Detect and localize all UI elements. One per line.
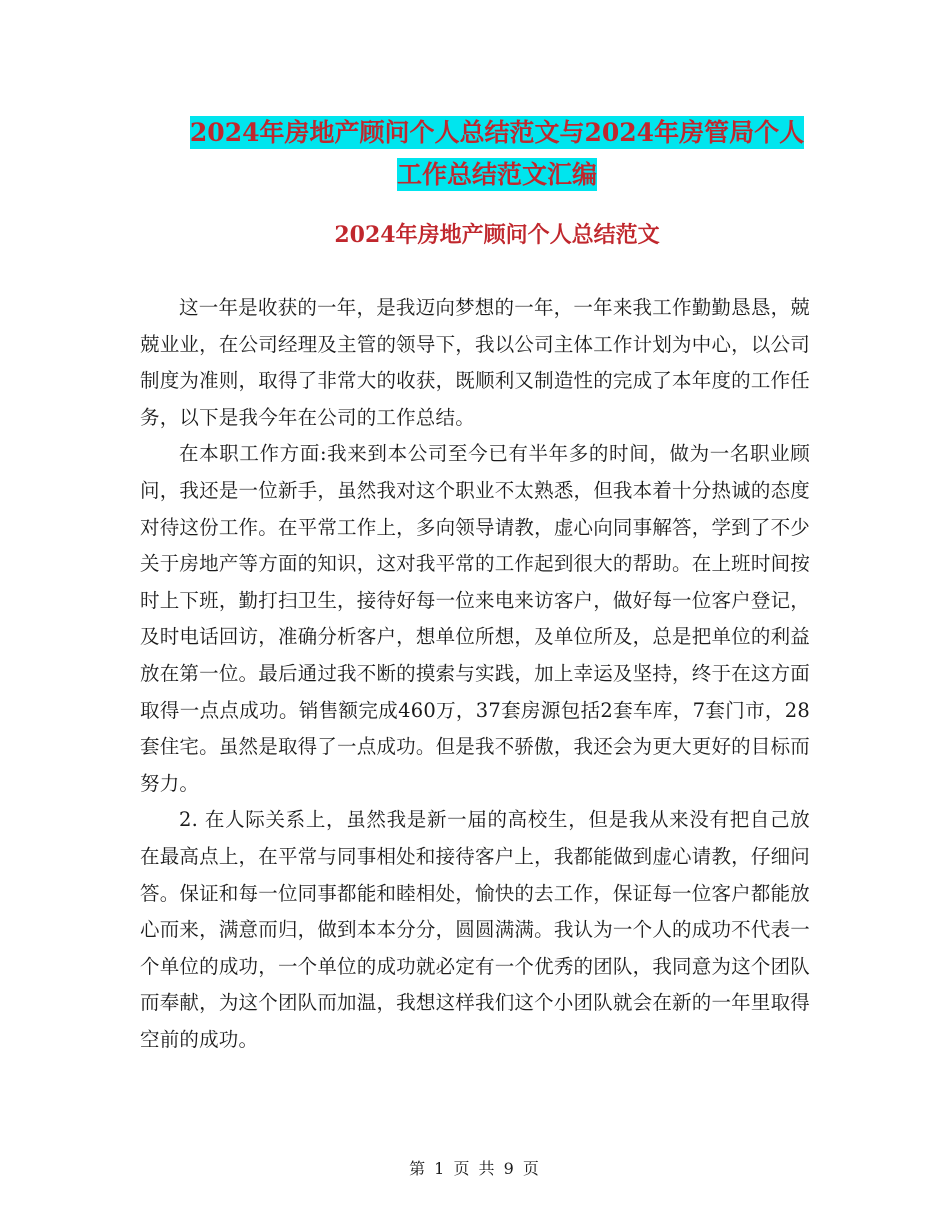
document-title-line-1: 2024年房地产顾问个人总结范文与2024年房管局个人	[189, 118, 805, 147]
document-title	[140, 112, 854, 196]
document-body	[140, 290, 810, 1058]
paragraph-3: 2. 在人际关系上，虽然我是新一届的高校生，但是我从来没有把自己放在最高点上，在平常与同事相处和接待客户上，我都能做到虚心请教，仔细问答。保证和每一位同事都能和睦相处，愉快的去工作，保证每一位客户都能放心而来，满意而归，做到本本分分，圆圆满满。我认为一个人的成功不代表一个单位的成功，一个单位的成功就必定有一个优秀的团队，我同意为这个团队而奉献，为这个团队而加温，我想这样我们这个小团队就会在新的一年里取得空前的成功。	[140, 808, 810, 1051]
page-footer: 第 1 页 共 9 页	[409, 1159, 541, 1178]
document-title-line-2: 工作总结范文汇编	[396, 160, 597, 189]
section-title: 2024年房地产顾问个人总结范文	[334, 222, 660, 248]
paragraph-2: 在本职工作方面:我来到本公司至今已有半年多的时间，做为一名职业顾问，我还是一位新手，虽然我对这个职业不太熟悉，但我本着十分热诚的态度对待这份工作。在平常工作上，多向领导请教，虚心向同事解答，学到了不少关于房地产等方面的知识，这对我平常的工作起到很大的帮助。在上班时间按时上下班，勤打扫卫生，接待好每一位来电来访客户，做好每一位客户登记，及时电话回访，准确分析客户，想单位所想，及单位所及，总是把单位的利益放在第一位。最后通过我不断的摸索与实践，加上幸运及坚持，终于在这方面取得一点点成功。销售额完成460万，37套房源包括2套车库，7套门市，28套住宅。虽然是取得了一点成功。但是我不骄傲，我还会为更大更好的目标而努力。	[140, 442, 810, 795]
paragraph-1: 这一年是收获的一年，是我迈向梦想的一年，一年来我工作勤勤恳恳，兢兢业业，在公司经理及主管的领导下，我以公司主体工作计划为中心，以公司制度为准则，取得了非常大的收获，既顺利又制造性的完成了本年度的工作任务，以下是我今年在公司的工作总结。	[140, 296, 810, 429]
